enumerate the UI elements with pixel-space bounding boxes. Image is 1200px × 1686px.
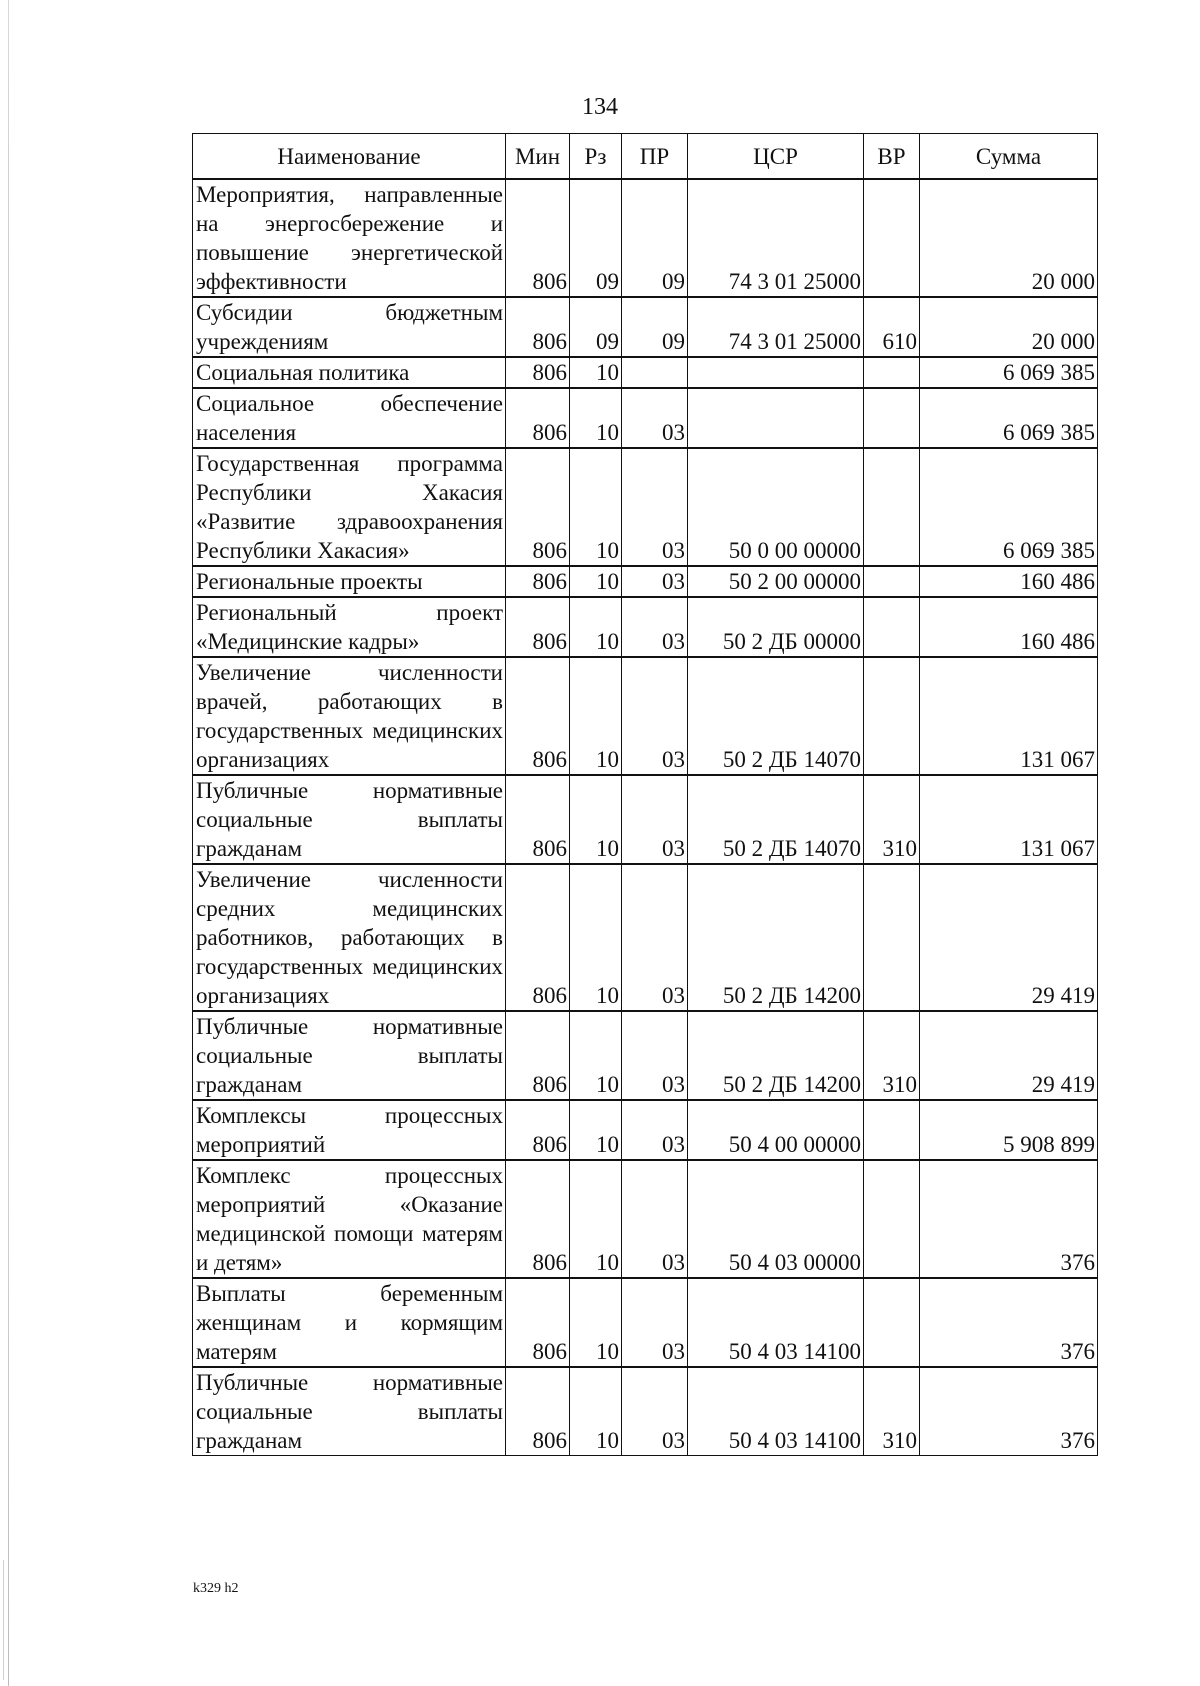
cell-sum: 131 067 <box>920 775 1098 864</box>
cell-vr: 310 <box>864 1011 920 1100</box>
cell-pr: 03 <box>622 1367 688 1456</box>
cell-sum: 29 419 <box>920 1011 1098 1100</box>
header-min: Мин <box>506 134 570 180</box>
page-number: 134 <box>582 94 618 120</box>
cell-name: Комплексы процессных мероприятий <box>193 1100 506 1160</box>
cell-csr <box>688 388 864 448</box>
cell-name: Комплекс процессных мероприятий «Оказание медицинской помощи матерям и детям» <box>193 1160 506 1278</box>
cell-pr: 03 <box>622 657 688 775</box>
cell-rz: 10 <box>570 864 622 1011</box>
header-sum: Сумма <box>920 134 1098 180</box>
cell-sum: 6 069 385 <box>920 388 1098 448</box>
cell-sum: 29 419 <box>920 864 1098 1011</box>
cell-rz: 10 <box>570 357 622 388</box>
cell-min: 806 <box>506 1100 570 1160</box>
cell-pr: 03 <box>622 566 688 597</box>
cell-sum: 20 000 <box>920 179 1098 297</box>
cell-rz: 10 <box>570 1367 622 1456</box>
footer-code: k329 h2 <box>193 1581 239 1596</box>
header-pr: ПР <box>622 134 688 180</box>
cell-min: 806 <box>506 597 570 657</box>
cell-sum: 6 069 385 <box>920 448 1098 566</box>
table-row <box>193 297 1098 357</box>
cell-csr: 50 4 03 14100 <box>688 1278 864 1367</box>
table-row <box>193 864 1098 1011</box>
cell-rz: 10 <box>570 1160 622 1278</box>
cell-min: 806 <box>506 388 570 448</box>
cell-min: 806 <box>506 566 570 597</box>
cell-name: Увеличение численности средних медицинских работников, работающих в государственных медицинских организациях <box>193 864 506 1011</box>
cell-vr <box>864 864 920 1011</box>
cell-csr <box>688 357 864 388</box>
cell-vr <box>864 179 920 297</box>
cell-vr <box>864 448 920 566</box>
cell-sum: 376 <box>920 1367 1098 1456</box>
table-body <box>193 179 1098 1456</box>
cell-rz: 10 <box>570 1100 622 1160</box>
table-row <box>193 357 1098 388</box>
cell-min: 806 <box>506 1278 570 1367</box>
cell-name: Региональный проект «Медицинские кадры» <box>193 597 506 657</box>
cell-name: Публичные нормативные социальные выплаты гражданам <box>193 1011 506 1100</box>
cell-vr <box>864 597 920 657</box>
table-row <box>193 566 1098 597</box>
cell-csr: 74 3 01 25000 <box>688 297 864 357</box>
header-name: Наименование <box>193 134 506 180</box>
header-rz: Рз <box>570 134 622 180</box>
cell-pr: 03 <box>622 597 688 657</box>
cell-vr <box>864 357 920 388</box>
cell-pr: 03 <box>622 448 688 566</box>
cell-sum: 20 000 <box>920 297 1098 357</box>
cell-vr: 310 <box>864 775 920 864</box>
cell-rz: 09 <box>570 179 622 297</box>
cell-rz: 10 <box>570 388 622 448</box>
table-row <box>193 388 1098 448</box>
cell-csr: 50 2 ДБ 14070 <box>688 657 864 775</box>
cell-vr <box>864 657 920 775</box>
cell-pr <box>622 357 688 388</box>
cell-pr: 03 <box>622 1278 688 1367</box>
cell-sum: 376 <box>920 1278 1098 1367</box>
cell-rz: 10 <box>570 597 622 657</box>
cell-vr <box>864 1100 920 1160</box>
cell-csr: 50 4 03 14100 <box>688 1367 864 1456</box>
table-row <box>193 597 1098 657</box>
table-row <box>193 448 1098 566</box>
cell-min: 806 <box>506 1011 570 1100</box>
scan-edge <box>8 0 9 1686</box>
cell-pr: 03 <box>622 1011 688 1100</box>
table-row <box>193 179 1098 297</box>
cell-pr: 03 <box>622 1160 688 1278</box>
cell-vr: 310 <box>864 1367 920 1456</box>
cell-name: Социальное обеспечение населения <box>193 388 506 448</box>
table-row <box>193 1278 1098 1367</box>
cell-rz: 10 <box>570 448 622 566</box>
cell-name: Государственная программа Республики Хакасия «Развитие здравоохранения Республики Хакасия» <box>193 448 506 566</box>
table-row <box>193 1011 1098 1100</box>
cell-csr: 50 4 03 00000 <box>688 1160 864 1278</box>
cell-csr: 74 3 01 25000 <box>688 179 864 297</box>
cell-csr: 50 4 00 00000 <box>688 1100 864 1160</box>
cell-sum: 131 067 <box>920 657 1098 775</box>
cell-sum: 376 <box>920 1160 1098 1278</box>
cell-rz: 10 <box>570 1011 622 1100</box>
cell-min: 806 <box>506 657 570 775</box>
table-row <box>193 1367 1098 1456</box>
cell-name: Публичные нормативные социальные выплаты гражданам <box>193 1367 506 1456</box>
cell-name: Увеличение численности врачей, работающих в государственных медицинских организациях <box>193 657 506 775</box>
cell-csr: 50 2 ДБ 14200 <box>688 1011 864 1100</box>
cell-name: Субсидии бюджетным учреждениям <box>193 297 506 357</box>
cell-min: 806 <box>506 297 570 357</box>
cell-csr: 50 2 ДБ 00000 <box>688 597 864 657</box>
cell-pr: 03 <box>622 775 688 864</box>
cell-pr: 09 <box>622 297 688 357</box>
cell-pr: 09 <box>622 179 688 297</box>
table-row <box>193 657 1098 775</box>
cell-sum: 6 069 385 <box>920 357 1098 388</box>
cell-csr: 50 0 00 00000 <box>688 448 864 566</box>
cell-vr <box>864 566 920 597</box>
cell-min: 806 <box>506 864 570 1011</box>
cell-rz: 10 <box>570 1278 622 1367</box>
table-row <box>193 1100 1098 1160</box>
cell-pr: 03 <box>622 1100 688 1160</box>
cell-min: 806 <box>506 357 570 388</box>
cell-rz: 10 <box>570 566 622 597</box>
header-csr: ЦСР <box>688 134 864 180</box>
cell-name: Мероприятия, направленные на энергосбережение и повышение энергетической эффективности <box>193 179 506 297</box>
cell-vr: 610 <box>864 297 920 357</box>
cell-name: Социальная политика <box>193 357 506 388</box>
scan-edge-mark <box>3 1560 4 1680</box>
cell-sum: 160 486 <box>920 566 1098 597</box>
cell-name: Выплаты беременным женщинам и кормящим матерям <box>193 1278 506 1367</box>
cell-sum: 160 486 <box>920 597 1098 657</box>
cell-csr: 50 2 00 00000 <box>688 566 864 597</box>
cell-pr: 03 <box>622 864 688 1011</box>
cell-min: 806 <box>506 1367 570 1456</box>
cell-vr <box>864 1278 920 1367</box>
budget-table <box>192 133 1098 1456</box>
cell-name: Публичные нормативные социальные выплаты гражданам <box>193 775 506 864</box>
cell-csr: 50 2 ДБ 14070 <box>688 775 864 864</box>
cell-rz: 10 <box>570 775 622 864</box>
cell-sum: 5 908 899 <box>920 1100 1098 1160</box>
cell-min: 806 <box>506 179 570 297</box>
cell-rz: 09 <box>570 297 622 357</box>
cell-vr <box>864 1160 920 1278</box>
cell-min: 806 <box>506 448 570 566</box>
table-header-row <box>193 134 1098 180</box>
cell-rz: 10 <box>570 657 622 775</box>
cell-min: 806 <box>506 1160 570 1278</box>
table-row <box>193 775 1098 864</box>
table-row <box>193 1160 1098 1278</box>
cell-vr <box>864 388 920 448</box>
cell-csr: 50 2 ДБ 14200 <box>688 864 864 1011</box>
cell-name: Региональные проекты <box>193 566 506 597</box>
cell-pr: 03 <box>622 388 688 448</box>
header-vr: ВР <box>864 134 920 180</box>
cell-min: 806 <box>506 775 570 864</box>
